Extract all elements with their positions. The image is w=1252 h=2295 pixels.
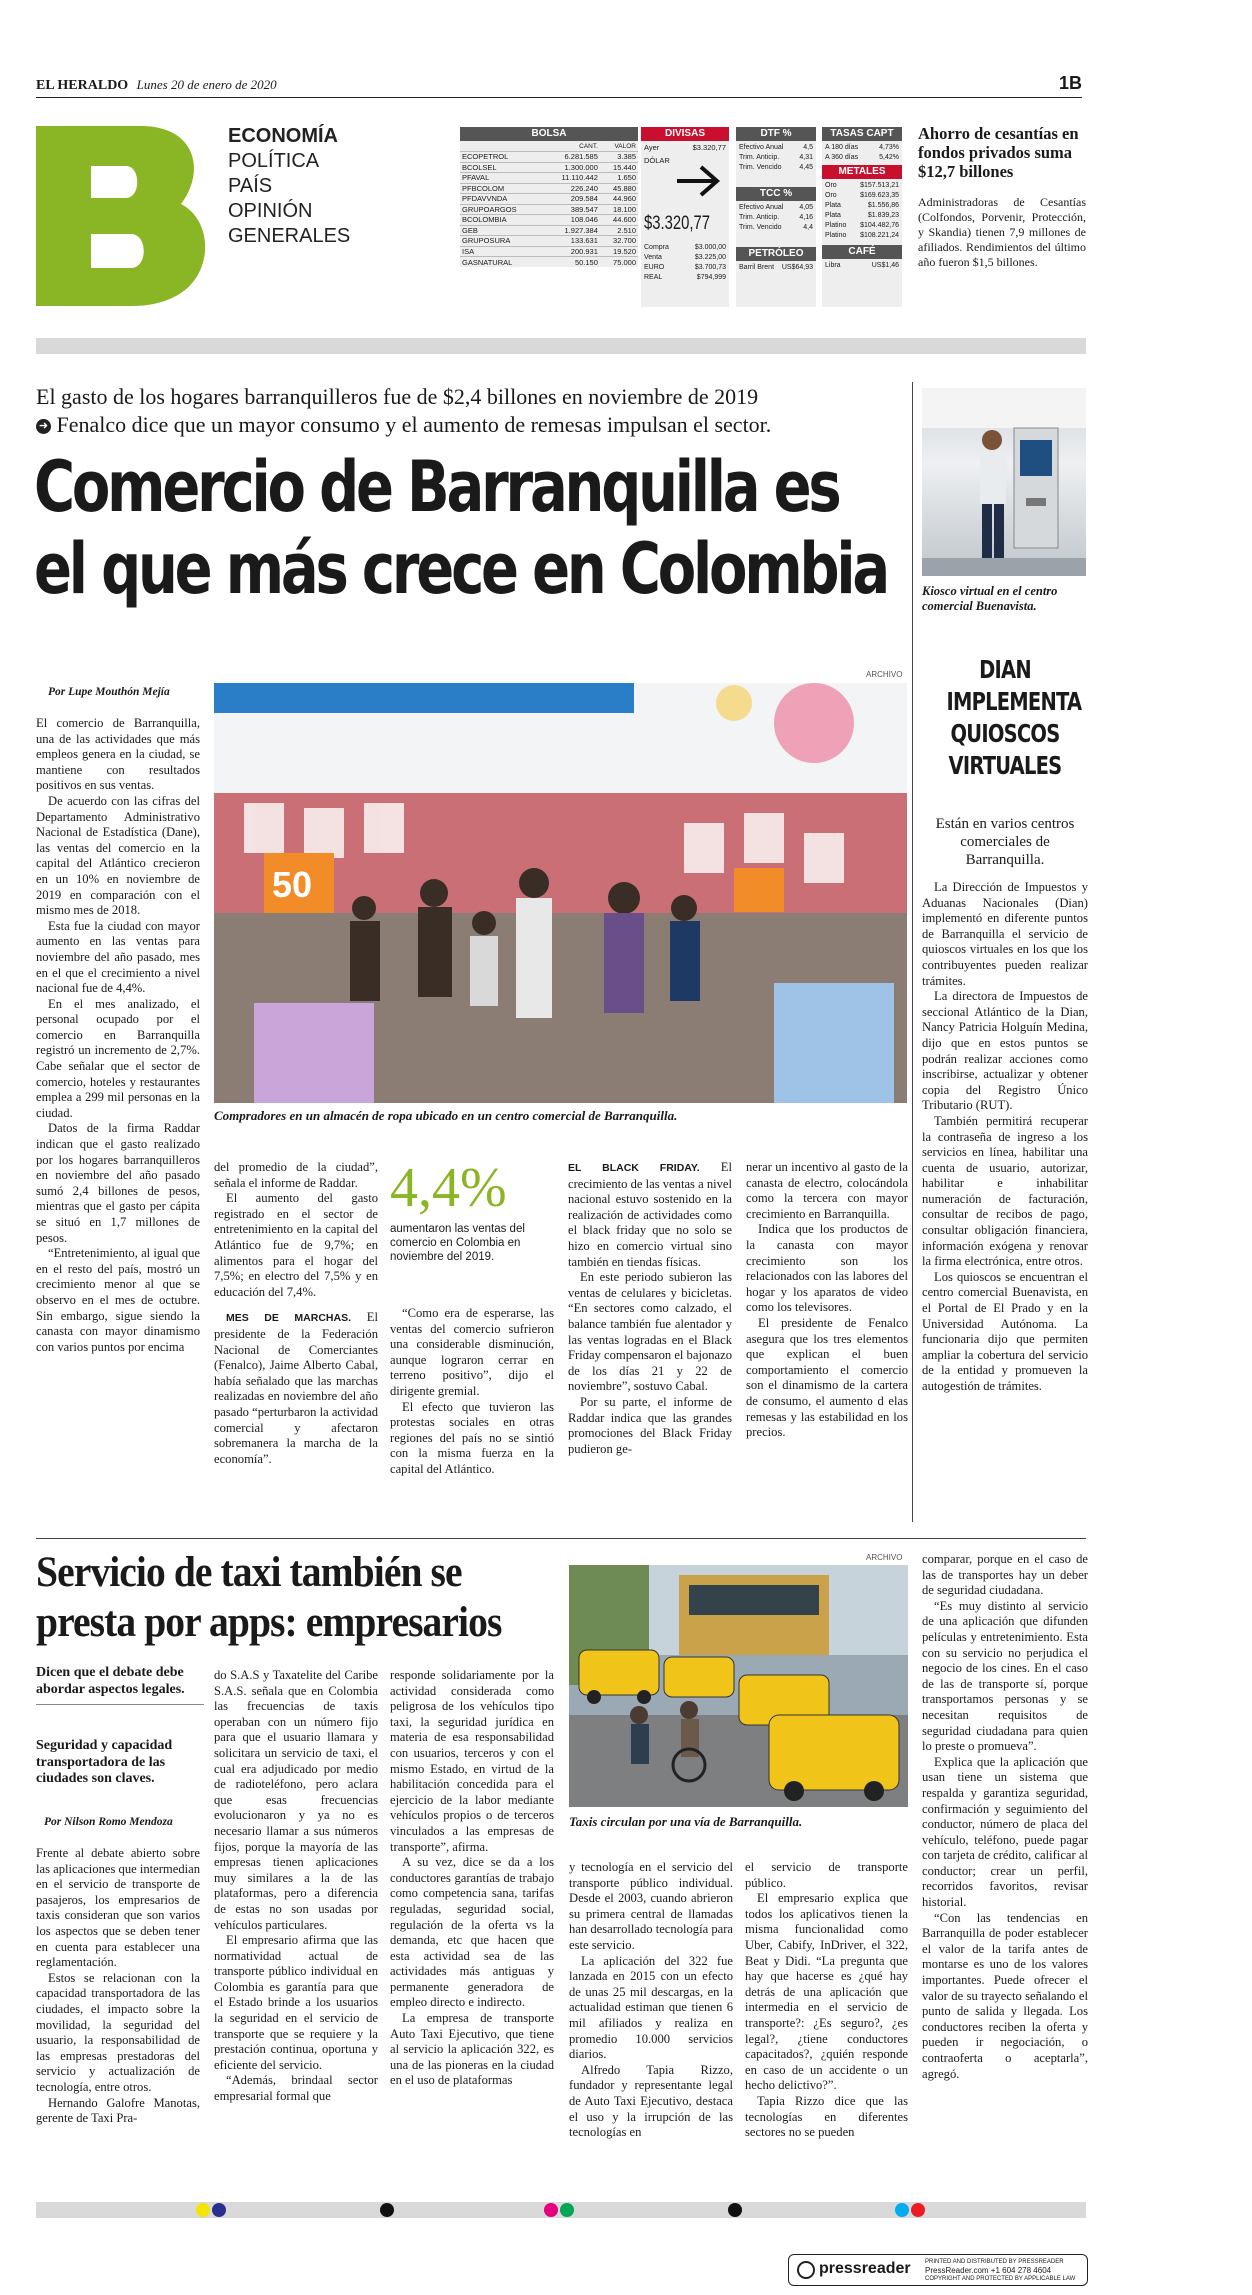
rate-value: $3.000,00 <box>694 244 726 251</box>
stock-value: 1.927.384 <box>564 225 598 235</box>
rate-value: $3.700,73 <box>694 264 726 271</box>
list-item <box>644 263 726 273</box>
rate-label: Plata <box>825 212 841 219</box>
paragraph: En este periodo subieron las ventas de celulares y bicicletas. “En sectores como calzado, el balance también fue alentador y las ventas logradas en el Black Friday compensaron el bajonazo de los días 21 y 22 de noviembre”, sostuvo Cabal. <box>568 1270 733 1394</box>
cesantias-brief <box>918 124 1086 270</box>
stock-name: ISA <box>462 246 475 256</box>
rate-label: Compra <box>644 244 669 251</box>
section-rule <box>36 1538 1086 1539</box>
side-deck: Están en varios centros comerciales de Barranquilla. <box>935 816 1075 868</box>
paragraph: El aumento del gasto registrado en el sector de entretenimiento en la capital del Atlántico fue de 9,7%; en alimentos para el hogar del 7,5%; en electro del 7,5% y en educación del 7,4%. <box>214 1191 378 1299</box>
taxi-col-4 <box>569 1860 733 2141</box>
section-economia[interactable]: ECONOMÍA <box>228 125 338 147</box>
paragraph: “Además, brindaal sector empresarial formal que <box>214 2073 378 2104</box>
stock-value: 45.880 <box>613 183 636 193</box>
paragraph: El efecto que tuvieron las protestas sociales en otras regiones del país no se sintió con la misma fuerza en la capital del Atlántico. <box>390 1399 554 1476</box>
stock-value: 389.547 <box>570 204 598 214</box>
paragraph: De acuerdo con las cifras del Departamento Administrativo Nacional de Estadística (Dane), las ventas del comercio en la capital del Atlántico crecieron en un 10% en noviembre de 2019 en comparación con el mismo mes de 2018. <box>36 793 200 918</box>
rate-value: $108.221,24 <box>860 232 899 239</box>
paragraph: El comercio de Barranquilla, una de las actividades que más empleos genera en la ciudad, se mantiene con resultados positivos en sus ventas. <box>36 716 200 793</box>
paragraph-subhead <box>214 1310 378 1467</box>
paragraph: El presidente de Fenalco asegura que los tres elementos que explican el buen comportamiento el comercio son el dinamismo de la cartera de consumo, el aumento d elas remesas y las estabilidad en los precios. <box>746 1315 908 1440</box>
list-item <box>644 243 726 253</box>
subhead: EL BLACK FRIDAY. <box>568 1162 700 1174</box>
brief-title: Ahorro de cesantías en fondos privados suma $12,7 billones <box>918 124 1079 181</box>
rate-value: $1.556,86 <box>867 202 899 209</box>
rate-value: $3.225,00 <box>694 254 726 261</box>
lead-col-2 <box>214 1160 378 1467</box>
vertical-rule <box>912 382 913 1522</box>
paragraph: El empresario afirma que las normatividad actual de transporte público individual en Colombia es garantía para que el Estado brinde a los usuarios la seguridad en el servicio de transporte que se requiere y la prestación continua, oportuna y eficiente del servicio. <box>214 1933 378 2072</box>
paragraph: Explica que la aplicación que usan tiene un sistema que respalda y garantiza seguridad, confirmación y seguimiento del conductor, número de placa del vehículo, teléfono, puede pagar con tarjeta de crédito, calificar al conductor; crear un perfil, recorridos favoritos, revisar historial. <box>922 1754 1088 1910</box>
stat-value: 4,4% <box>390 1157 507 1219</box>
subhead-text: El presidente de la Federación Nacional de Comerciantes (Fenalco), Jaime Alberto Cabal, había señalado que las marchas realizadas en noviembre del año pasado “perturbaron la actividad comercial y afectaron sobremanera la marcha de la economía”. <box>214 1310 378 1466</box>
list-item <box>825 261 899 271</box>
paragraph: Tapia Rizzo dice que las tecnologías en diferentes sectores no se pueden <box>745 2093 908 2140</box>
paragraph: También permitirá recuperar la contraseña de ingreso a los servicios en línea, habilitar una cuenta de usuario, autorizar, habilitar e inhabilitar numeración de facturación, consultar de recibos de pago, consultar obligación financiera, información exógena y renovar la firma electrónica, entre otros. <box>922 1113 1088 1269</box>
list-item <box>739 223 813 233</box>
paragraph: “Entretenimiento, al igual que en el resto del país, mostró un crecimiento menor al que se observo en el mes de octubre. Sin embargo, sigue siendo la canasta con mayor dinamismo con varios puntos por encima <box>36 1246 200 1354</box>
paragraph: Indica que los productos de la canasta con mayor crecimiento son los relacionados con las labores del hogar y los aparatos de video como los televisores. <box>746 1222 908 1315</box>
stock-value: 11.110.442 <box>561 173 598 183</box>
stock-name: PFAVAL <box>462 173 490 183</box>
list-item <box>739 263 813 273</box>
taxi-deck-2: Seguridad y capacidad transportadora de las ciudades son claves. <box>36 1738 173 1786</box>
paragraph: “Como era de esperarse, las ventas del comercio sufrieron una considerable disminución, aunque lograron cerrar en terreno positivo”, dijo el dirigente gremial. <box>390 1306 554 1398</box>
paragraph: Datos de la firma Raddar indican que el gasto realizado por los hogares barranquilleros en noviembre del año pasado sumó 2,4 billones de pesos, mientras que el gasto per cápita se situó en 1,7 millones de pesos. <box>36 1121 200 1245</box>
stock-value: 200.931 <box>570 246 598 256</box>
rate-label: A 360 días <box>825 154 859 161</box>
list-item <box>825 191 899 201</box>
stock-name: GRUPOSURA <box>462 236 511 246</box>
paragraph: La directora de Impuestos de seccional Atlántico de la Dian, Nancy Patricia Holguín Medina, dijo que en estos puntos se podrán realizar acciones como inscribirse, actualizar y obtener copia del Registro Único Tributario (RUT). <box>922 989 1088 1113</box>
rate-value: 4,4 <box>803 224 813 231</box>
rate-value: $1.839,23 <box>867 212 899 219</box>
table-row <box>460 162 638 173</box>
paragraph: Frente al debate abierto sobre las aplicaciones que intermedian en el servicio de transporte de pasajeros, los empresarios de taxis consideran que son varios los aspectos que se deben tener en cuenta para establecer una reglamentación. <box>36 1846 201 1970</box>
rate-value: 4,05 <box>799 204 813 211</box>
stock-value: 32.700 <box>613 236 636 246</box>
list-item <box>739 203 813 213</box>
lead-byline: Por Lupe Mouthón Mejía <box>48 686 170 698</box>
rate-label: Platino <box>825 222 847 229</box>
paragraph: Alfredo Tapia Rizzo, fundador y representante legal de Auto Taxi Ejecutivo, destaca el uso y la irrupción de las tecnologías en <box>569 2062 733 2140</box>
rate-value: US$64,93 <box>781 264 813 271</box>
list-item <box>825 231 899 241</box>
section-letter <box>36 126 212 306</box>
rate-label: EURO <box>644 264 665 271</box>
stat-block <box>390 1157 552 1264</box>
stat-text: aumentaron las ventas del comercio en Colombia en noviembre del 2019. <box>390 1223 525 1263</box>
stock-value: 2.510 <box>617 225 636 235</box>
rate-value: $157.513,21 <box>860 182 899 189</box>
stock-value: 50.150 <box>574 257 598 267</box>
rate-label: Efectivo Anual <box>739 204 784 211</box>
table-row <box>460 257 638 268</box>
section-generales[interactable]: GENERALES <box>228 225 351 247</box>
list-item <box>739 213 813 223</box>
list-item <box>644 273 726 283</box>
stock-value: 108.046 <box>570 215 598 225</box>
stock-value: 209.584 <box>570 194 598 204</box>
bolsa-title: BOLSA <box>460 127 638 141</box>
paragraph: nerar un incentivo al gasto de la canasta de electro, colocándola como la tercera con mayor crecimiento en Barranquilla. <box>746 1160 908 1221</box>
list-item <box>825 181 899 191</box>
rate-value: 4,16 <box>799 214 813 221</box>
paragraph: y tecnología en el servicio del transporte público individual. Desde el 2003, cuando abrieron su primera central de llamadas han desarrollado tecnología para este servicio. <box>569 1860 733 1952</box>
paragraph-subhead <box>568 1160 732 1270</box>
paragraph: El empresario explica que todos los aplicativos tienen la misma funcionalidad como Uber, Cabify, InDriver, el 322, Beat y Didi. “La pregunta que hay que hacerse es ¿qué hay detrás de una aplicación que intermedia en el servicio de transporte?: ¿Es seguro?, ¿es legal?, ¿tiene conductores capacitados?, ¿quién responde en caso de un accidente o un hecho delictivo?”. <box>745 1891 908 2093</box>
rate-label: Libra <box>825 262 841 269</box>
kiosk-illustration <box>922 388 1086 576</box>
paragraph: La empresa de transporte Auto Taxi Ejecutivo, que tiene al servicio la aplicación 322, es una de las pioneras en la ciudad en el uso de plataformas <box>390 2011 554 2088</box>
taxi-illustration <box>569 1565 908 1807</box>
side-headline: DIAN IMPLEMENTA QUIOSCOS VIRTUALES <box>946 655 1082 780</box>
arrow-right-icon <box>673 161 723 201</box>
list-item <box>644 253 726 263</box>
paragraph: En el mes analizado, el personal ocupado por el comercio en Barranquilla registró un incremento de 2,7%. Cabe señalar que el sector de comercio, hoteles y restaurantes emplea a 299 mil personas en la ciudad. <box>36 996 200 1120</box>
stock-value: 19.520 <box>613 246 636 256</box>
paragraph: Estos se relacionan con la capacidad transportadora de las ciudades, el impacto sobre la movilidad, la seguridad del usuario, la responsabilidad de las empresas prestadoras del servicio y actualización de tecnología, entre otros. <box>36 1970 200 2094</box>
paragraph: Esta fue la ciudad con mayor aumento en las ventas para noviembre del año pasado, mes en el que el crecimiento a nivel nacional fue de 4,4%. <box>36 918 200 996</box>
paragraph: responde solidariamente por la actividad considerada como peligrosa de los vehículos tipo taxi, la seguridad jurídica en materia de esa responsabilidad con usuarios, terceros y con el mismo Estado, en virtud de la habilitación concedida para el ejercicio de la labor mediante vehículos propios o de terceros vinculados a las empresas de transporte”, afirma. <box>390 1668 554 1854</box>
rate-value: 5,42% <box>879 154 899 161</box>
rate-label: Venta <box>644 254 662 261</box>
kiosk-photo <box>922 388 1086 576</box>
paragraph: La Dirección de Impuestos y Aduanas Nacionales (Dian) implementó en diferente puntos de Barranquilla el servicio de quioscos virtuales en los que los contribuyentes pueden realizar trámites. <box>922 880 1088 988</box>
divisas-panel: DIVISAS Ayer $3.320,77 DÓLAR $3.320,77 Compra $3.000,00 Venta $3.225,00 EURO $3.700,73 REAL $794,999 <box>641 127 729 307</box>
stock-value: 18.100 <box>613 204 636 214</box>
pressreader-brand: pressreader <box>819 2260 911 2277</box>
paper-name: EL HERALDO <box>36 78 129 93</box>
pressreader-logo-icon <box>797 2261 815 2279</box>
paragraph: Por su parte, el informe de Raddar indica que las grandes promociones del Black Friday pudieron ge- <box>568 1394 732 1456</box>
list-item <box>825 153 899 163</box>
rate-value: $104.482,76 <box>860 222 899 229</box>
issue-date: Lunes 20 de enero de 2020 <box>136 77 277 92</box>
taxi-headline: Servicio de taxi también se presta por apps: empresarios <box>36 1549 502 1646</box>
subhead: MES DE MARCHAS. <box>226 1312 352 1325</box>
rate-value: US$1,46 <box>871 262 899 269</box>
lead-col-4 <box>568 1160 732 1457</box>
taxi-deck-1: Dicen que el debate debe abordar aspectos legales. <box>36 1665 204 1705</box>
svg-text:50: 50 <box>272 864 313 905</box>
stock-name: PFBCOLOM <box>462 183 505 193</box>
stock-name: BCOLSEL <box>462 162 497 172</box>
table-row <box>460 183 638 194</box>
rate-value: $169.623,35 <box>860 192 899 199</box>
registration-marks <box>0 2202 1252 2218</box>
stock-value: 6.281.585 <box>564 152 598 162</box>
stock-name: PFDAVVNDA <box>462 194 508 204</box>
stock-value: 44.960 <box>613 194 636 204</box>
table-row <box>460 173 638 184</box>
table-row <box>460 152 638 163</box>
rate-label: Barril Brent <box>739 264 775 271</box>
paragraph: do S.A.S y Taxatelite del Caribe S.A.S. señala que en Colombia las frecuencias de taxis operaban con un número fijo para que el usuario llamara y solicitara un servicio de taxi, el cual era adjudicado por medio de radioteléfono, pero aclara que esas frecuencias evolucionaron y ya no es necesario llamar a sus números fijos, porque la mayoría de las empresas tienen aplicaciones muy similares a la de las plataformas, pero a diferencia de estas no son usadas por vehículos particulares. <box>214 1668 378 1932</box>
lead-col-5 <box>746 1160 908 1441</box>
rate-value: 4,31 <box>799 154 813 161</box>
stock-value: 44.600 <box>613 215 636 225</box>
page-number: 1B <box>1058 73 1082 93</box>
rate-label: Oro <box>825 192 837 199</box>
stock-name: GASNATURAL <box>462 257 513 267</box>
taxi-photo-caption: Taxis circulan por una vía de Barranquilla. <box>569 1814 803 1829</box>
paragraph: “Con las tendencias en Barranquilla de poder establecer el valor de la tarifa antes de montarse es uno de los valores importantes. Puede ofrecer el valor de su trayecto señalando el punto de salida y llegada. Los conductores reciben la oferta y pueden ir negociación, o contraoferta o aceptarla”, agregó. <box>922 1910 1088 2081</box>
store-illustration <box>214 683 907 1103</box>
lead-subkicker: ➜ Fenalco dice que un mayor consumo y el aumento de remesas impulsan el sector. <box>36 412 916 438</box>
taxi-col-3 <box>390 1668 554 2089</box>
lead-col-1 <box>36 716 200 1355</box>
masthead <box>36 73 1082 98</box>
rate-label: Trim. Vencido <box>739 224 782 231</box>
tasas-panel: TASAS CAPT A 180 días 4,73% A 360 días 5,42% METALES Oro $157.513,21 Oro $169.623,35 Plata $1.556,86 Plata $1.839,23 Platino $104.482,76 Platino $108.221,24 CAFÉ Libra US$1,46 <box>822 127 902 307</box>
taxi-col-6 <box>922 1552 1088 2082</box>
stock-name: GRUPOARGOS <box>462 204 517 214</box>
section-list <box>228 124 350 249</box>
rate-label: Trim. Anticip. <box>739 214 780 221</box>
lead-photo-caption: Compradores en un almacén de ropa ubicado en un centro comercial de Barranquilla. <box>214 1108 678 1123</box>
list-item <box>739 143 813 153</box>
paragraph: Los quioscos se encuentran el centro comercial Buenavista, en el Portal de El Prado y en la Universidad Autónoma. La funcionaria dijo que permiten ampliar la cobertura del servicio de la entidad y promueven la autogestión de trámites. <box>922 1269 1088 1393</box>
lead-photo-credit: ARCHIVO <box>866 670 903 679</box>
taxi-photo <box>569 1565 908 1807</box>
divisas-title: DIVISAS <box>641 127 729 141</box>
rate-label: Oro <box>825 182 837 189</box>
list-item <box>739 153 813 163</box>
pressreader-badge[interactable]: pressreader PRINTED AND DISTRIBUTED BY PRESSREADER PressReader.com +1 604 278 4604 COPYRIGHT AND PROTECTED BY APPLICABLE LAW <box>788 2254 1088 2286</box>
stock-value: 15.440 <box>613 162 636 172</box>
lead-photo <box>214 683 907 1103</box>
side-body <box>922 880 1088 1395</box>
table-row <box>460 215 638 226</box>
rate-label: A 180 días <box>825 144 859 151</box>
table-row <box>460 194 638 205</box>
paragraph: Hernando Galofre Manotas, gerente de Taxi Pra- <box>36 2095 200 2126</box>
stock-name: BCOLOMBIA <box>462 215 507 225</box>
table-row <box>460 246 638 257</box>
section-opinion[interactable]: OPINIÓN <box>228 200 313 222</box>
paragraph: comparar, porque en el caso de las de transportes hay un deber de seguridad ciudadana. <box>922 1552 1088 1598</box>
table-row <box>460 204 638 215</box>
arrow-circle-icon: ➜ <box>36 419 51 434</box>
stock-value: 226.240 <box>570 183 598 193</box>
stock-value: 75.000 <box>613 257 636 267</box>
rate-label: Efectivo Anual <box>739 144 784 151</box>
list-item <box>825 143 899 153</box>
section-politica[interactable]: POLÍTICA <box>228 150 320 172</box>
lead-col-3 <box>390 1306 554 1478</box>
rate-value: 4,5 <box>803 144 813 151</box>
rate-label: REAL <box>644 274 663 281</box>
dtf-panel: DTF % Efectivo Anual 4,5 Trim. Anticip. 4,31 Trim. Vencido 4,45 TCC % Efectivo Anual 4,05 Trim. Anticip. 4,16 Trim. Vencido 4,4 PETRÓLEO Barril Brent US$64,93 <box>736 127 816 307</box>
stock-name: ECOPETROL <box>462 152 509 162</box>
kiosk-caption: Kiosco virtual en el centro comercial Buenavista. <box>922 584 1058 613</box>
list-item <box>739 163 813 173</box>
rate-label: Trim. Vencido <box>739 164 782 171</box>
section-b-logo <box>36 126 212 306</box>
bolsa-table: CANT. VALOR ECOPETROL 6.281.585 3.385 BCOLSEL 1.300.000 15.440 PFAVAL 11.110.442 1.650 PFBCOLOM 226.240 45.880 PFDAVVNDA 209.584 44.960 GRUPOARGOS 389.547 18.100 BCOLOMBIA 108.046 44.600 GEB 1.927.384 2.510 GRUPOSURA 133.631 32.700 ISA 200.931 19.520 GASNATURAL 50.150 75.000 <box>462 142 636 267</box>
stock-value: 1.650 <box>617 173 636 183</box>
taxi-col-2 <box>214 1668 378 2105</box>
taxi-col-5 <box>745 1860 908 2141</box>
rate-value: 4,73% <box>879 144 899 151</box>
taxi-byline: Por Nilson Romo Mendoza <box>44 1816 173 1828</box>
rate-label: Platino <box>825 232 847 239</box>
bolsa-panel <box>460 127 638 267</box>
rate-label: Plata <box>825 202 841 209</box>
rate-value: $794,999 <box>696 274 726 281</box>
stock-value: 3.385 <box>617 152 636 162</box>
taxi-photo-credit: ARCHIVO <box>866 1553 903 1562</box>
stock-value: 1.300.000 <box>564 162 598 172</box>
table-row <box>460 225 638 236</box>
list-item <box>825 201 899 211</box>
gray-divider <box>36 338 1086 354</box>
stock-value: 133.631 <box>570 236 598 246</box>
dolar-big-value: $3.320,77 <box>644 213 710 234</box>
paragraph: el servicio de transporte público. <box>745 1860 908 1890</box>
stock-name: GEB <box>462 225 478 235</box>
table-row <box>460 236 638 247</box>
brief-body: Administradoras de Cesantías (Colfondos, Porvenir, Protección, y Skandia) tienen 7,9 millones de afiliados. Rendimientos del último año fueron $1,5 billones. <box>918 195 1086 269</box>
rate-value: 4,45 <box>799 164 813 171</box>
rate-label: Trim. Anticip. <box>739 154 780 161</box>
lead-kicker: El gasto de los hogares barranquilleros fue de $2,4 billones en noviembre de 2019 <box>36 384 759 409</box>
paragraph: “Es muy distinto al servicio de una aplicación que difunden películas y entretenimiento. Esta con su servicio no perjudica el negocio de los cines. En el caso de las de transporte sí, porque transportamos personas y se necesitan requisitos de seguridad ciudadana para quien lo preste o promueva”. <box>922 1598 1088 1754</box>
paragraph: La aplicación del 322 fue lanzada en 2015 con un efecto de unas 25 mil descargas, en la actualidad estiman que tienen 6 mil afiliados y realiza en promedio 10.000 servicios diarios. <box>569 1953 733 2062</box>
list-item <box>825 211 899 221</box>
lead-headline: Comercio de Barranquilla es el que más crece en Colombia <box>34 446 887 610</box>
subhead-text: El crecimiento de las ventas a nivel nacional estuvo sostenido en la realización de actividades como el black friday que no solo se hizo en comercio virtual sino también en tiendas físicas. <box>568 1160 733 1269</box>
paragraph: A su vez, dice se da a los conductores garantías de trabajo como competencia sana, tarifas reguladas, seguridad social, regulación de la oferta vs la demanda, etc que hacen que esta actividad sea de las actividades más antiguas y permanente generadora de empleo directo e indirecto. <box>390 1855 554 2010</box>
taxi-col-1 <box>36 1846 200 2127</box>
paragraph: del promedio de la ciudad”, señala el informe de Raddar. <box>214 1160 378 1190</box>
list-item <box>825 221 899 231</box>
section-pais[interactable]: PAÍS <box>228 175 273 197</box>
